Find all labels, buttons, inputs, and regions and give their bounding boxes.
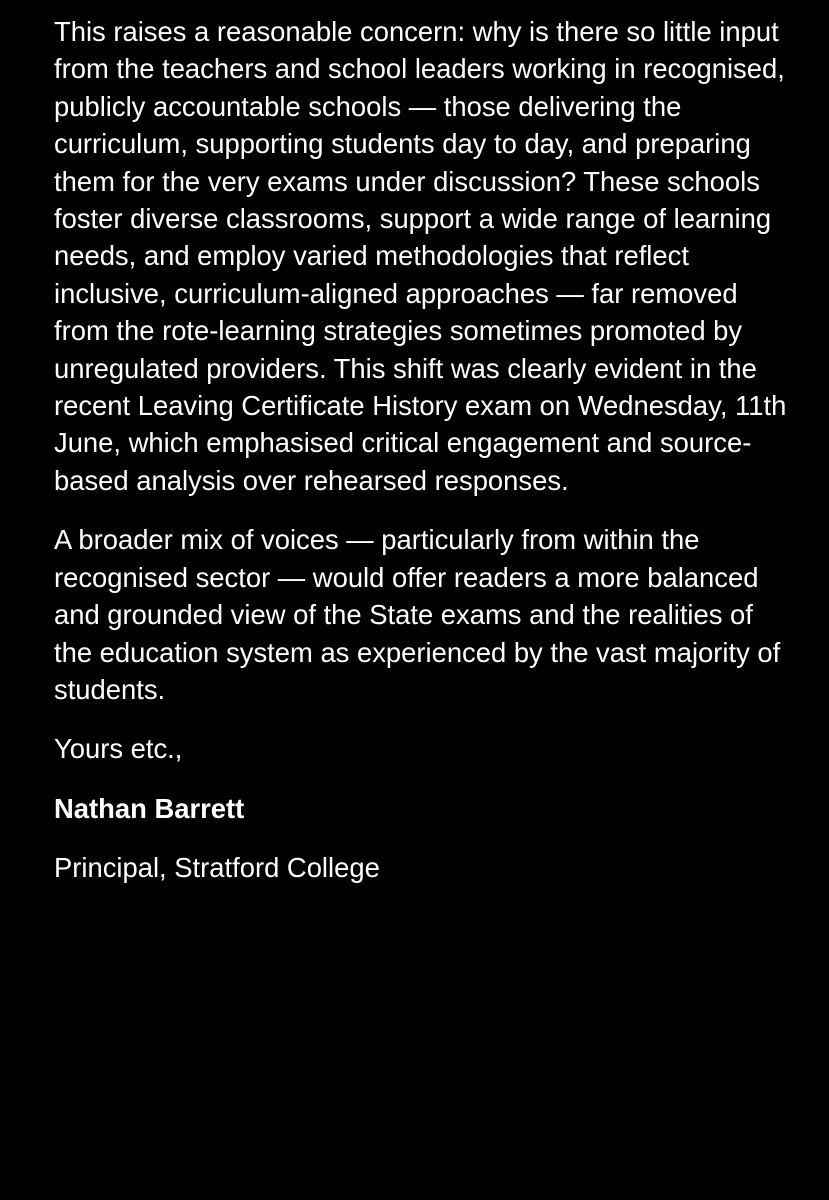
letter-paragraph-2: A broader mix of voices — particularly from within the recognised sector — would offer readers a more balanced and grounded view of the State exams and the realities of the education system as experienced by the vast majority of students. — [54, 524, 781, 705]
letter-body — [54, 13, 794, 887]
letter-closing: Yours etc., — [54, 733, 183, 765]
letter-paragraph-1: This raises a reasonable concern: why is there so little input from the teachers and school leaders working in recognised, publicly accountable schools — those delivering the curriculum, supporting students day to day, and preparing them for the very exams under discussion? These schools foster diverse classrooms, support a wide range of learning needs, and employ varied methodologies that reflect inclusive, curriculum-aligned approaches — far removed from the rote-learning strategies sometimes promoted by unregulated providers. This shift was clearly evident in the recent Leaving Certificate History exam on Wednesday, 11th June, which emphasised critical engagement and source-based analysis over rehearsed responses. — [54, 16, 787, 496]
signature-name: Nathan Barrett — [54, 792, 245, 824]
signature-title: Principal, Stratford College — [54, 852, 380, 884]
